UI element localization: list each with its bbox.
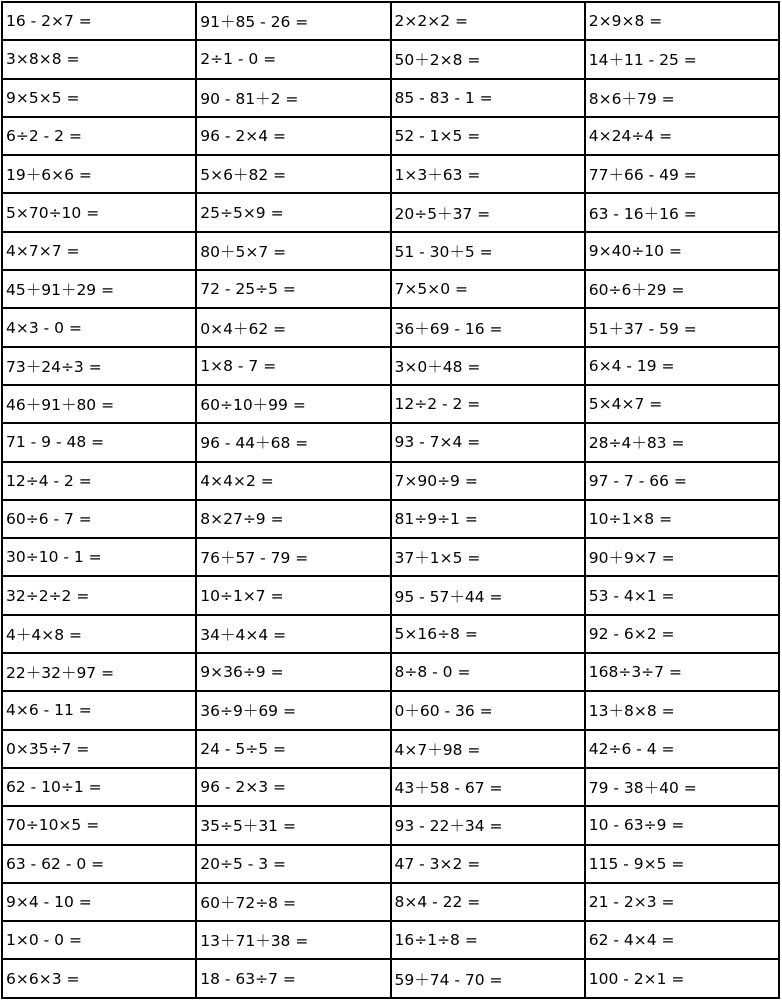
worksheet-row bbox=[2, 193, 779, 231]
problem-cell: 5×16÷8 = bbox=[391, 615, 585, 653]
problem-cell: 100 - 2×1 = bbox=[585, 959, 779, 998]
problem-cell: 4×7＋98 = bbox=[391, 730, 585, 768]
problem-cell: 0×4＋62 = bbox=[196, 308, 390, 346]
problem-cell: 2×9×8 = bbox=[585, 2, 779, 40]
problem-cell: 8×4 - 22 = bbox=[391, 883, 585, 921]
problem-cell: 12÷2 - 2 = bbox=[391, 385, 585, 423]
problem-cell: 9×4 - 10 = bbox=[2, 883, 196, 921]
worksheet-row bbox=[2, 385, 779, 423]
worksheet-row bbox=[2, 615, 779, 653]
problem-cell: 7×5×0 = bbox=[391, 270, 585, 308]
problem-cell: 46＋91＋80 = bbox=[2, 385, 196, 423]
worksheet-row bbox=[2, 308, 779, 346]
problem-cell: 8×27÷9 = bbox=[196, 500, 390, 538]
worksheet-row bbox=[2, 653, 779, 691]
problem-cell: 8×6＋79 = bbox=[585, 79, 779, 117]
problem-cell: 20÷5＋37 = bbox=[391, 193, 585, 231]
problem-cell: 77＋66 - 49 = bbox=[585, 155, 779, 193]
problem-cell: 92 - 6×2 = bbox=[585, 615, 779, 653]
problem-cell: 85 - 83 - 1 = bbox=[391, 79, 585, 117]
problem-cell: 2÷1 - 0 = bbox=[196, 40, 390, 78]
problem-cell: 21 - 2×3 = bbox=[585, 883, 779, 921]
problem-cell: 13＋8×8 = bbox=[585, 691, 779, 729]
problem-cell: 5×6＋82 = bbox=[196, 155, 390, 193]
problem-cell: 4×4×2 = bbox=[196, 462, 390, 500]
problem-cell: 60÷6＋29 = bbox=[585, 270, 779, 308]
problem-cell: 73＋24÷3 = bbox=[2, 347, 196, 385]
worksheet-row bbox=[2, 270, 779, 308]
problem-cell: 3×8×8 = bbox=[2, 40, 196, 78]
worksheet-row bbox=[2, 2, 779, 40]
worksheet-row bbox=[2, 155, 779, 193]
worksheet-row bbox=[2, 959, 779, 998]
problem-cell: 51＋37 - 59 = bbox=[585, 308, 779, 346]
problem-cell: 16 - 2×7 = bbox=[2, 2, 196, 40]
problem-cell: 42÷6 - 4 = bbox=[585, 730, 779, 768]
problem-cell: 93 - 22＋34 = bbox=[391, 806, 585, 844]
problem-cell: 93 - 7×4 = bbox=[391, 423, 585, 461]
problem-cell: 4×7×7 = bbox=[2, 232, 196, 270]
problem-cell: 19＋6×6 = bbox=[2, 155, 196, 193]
problem-cell: 168÷3÷7 = bbox=[585, 653, 779, 691]
problem-cell: 6×6×3 = bbox=[2, 959, 196, 998]
problem-cell: 36÷9＋69 = bbox=[196, 691, 390, 729]
problem-cell: 60÷6 - 7 = bbox=[2, 500, 196, 538]
worksheet-row bbox=[2, 40, 779, 78]
worksheet-row bbox=[2, 500, 779, 538]
problem-cell: 97 - 7 - 66 = bbox=[585, 462, 779, 500]
problem-cell: 10÷1×7 = bbox=[196, 576, 390, 614]
problem-cell: 14＋11 - 25 = bbox=[585, 40, 779, 78]
worksheet-row bbox=[2, 845, 779, 883]
worksheet-row bbox=[2, 117, 779, 155]
worksheet-row bbox=[2, 806, 779, 844]
problem-cell: 0＋60 - 36 = bbox=[391, 691, 585, 729]
problem-cell: 62 - 4×4 = bbox=[585, 921, 779, 959]
problem-cell: 81÷9÷1 = bbox=[391, 500, 585, 538]
problem-cell: 91＋85 - 26 = bbox=[196, 2, 390, 40]
problem-cell: 71 - 9 - 48 = bbox=[2, 423, 196, 461]
problem-cell: 10 - 63÷9 = bbox=[585, 806, 779, 844]
problem-cell: 60＋72÷8 = bbox=[196, 883, 390, 921]
problem-cell: 80＋5×7 = bbox=[196, 232, 390, 270]
problem-cell: 4＋4×8 = bbox=[2, 615, 196, 653]
problem-cell: 1×8 - 7 = bbox=[196, 347, 390, 385]
problem-cell: 90＋9×7 = bbox=[585, 538, 779, 576]
problem-cell: 52 - 1×5 = bbox=[391, 117, 585, 155]
problem-cell: 43＋58 - 67 = bbox=[391, 768, 585, 806]
problem-cell: 70÷10×5 = bbox=[2, 806, 196, 844]
problem-cell: 35÷5＋31 = bbox=[196, 806, 390, 844]
problem-cell: 2×2×2 = bbox=[391, 2, 585, 40]
problem-cell: 13＋71＋38 = bbox=[196, 921, 390, 959]
worksheet-row bbox=[2, 768, 779, 806]
problem-cell: 1×0 - 0 = bbox=[2, 921, 196, 959]
problem-cell: 53 - 4×1 = bbox=[585, 576, 779, 614]
problem-cell: 4×6 - 11 = bbox=[2, 691, 196, 729]
problem-cell: 28÷4＋83 = bbox=[585, 423, 779, 461]
problem-cell: 18 - 63÷7 = bbox=[196, 959, 390, 998]
problem-cell: 76＋57 - 79 = bbox=[196, 538, 390, 576]
problem-cell: 95 - 57＋44 = bbox=[391, 576, 585, 614]
problem-cell: 8÷8 - 0 = bbox=[391, 653, 585, 691]
problem-cell: 90 - 81＋2 = bbox=[196, 79, 390, 117]
problem-cell: 45＋91＋29 = bbox=[2, 270, 196, 308]
worksheet-row bbox=[2, 538, 779, 576]
problem-cell: 3×0＋48 = bbox=[391, 347, 585, 385]
problem-cell: 6÷2 - 2 = bbox=[2, 117, 196, 155]
worksheet-row bbox=[2, 347, 779, 385]
problem-cell: 20÷5 - 3 = bbox=[196, 845, 390, 883]
problem-cell: 25÷5×9 = bbox=[196, 193, 390, 231]
problem-cell: 5×70÷10 = bbox=[2, 193, 196, 231]
worksheet-body bbox=[2, 2, 779, 998]
arithmetic-worksheet-table bbox=[1, 1, 780, 999]
problem-cell: 37＋1×5 = bbox=[391, 538, 585, 576]
worksheet-row bbox=[2, 423, 779, 461]
problem-cell: 1×3＋63 = bbox=[391, 155, 585, 193]
problem-cell: 96 - 2×3 = bbox=[196, 768, 390, 806]
worksheet-row bbox=[2, 576, 779, 614]
problem-cell: 9×36÷9 = bbox=[196, 653, 390, 691]
problem-cell: 7×90÷9 = bbox=[391, 462, 585, 500]
problem-cell: 10÷1×8 = bbox=[585, 500, 779, 538]
problem-cell: 96 - 2×4 = bbox=[196, 117, 390, 155]
problem-cell: 9×5×5 = bbox=[2, 79, 196, 117]
worksheet-row bbox=[2, 730, 779, 768]
problem-cell: 60÷10＋99 = bbox=[196, 385, 390, 423]
problem-cell: 4×3 - 0 = bbox=[2, 308, 196, 346]
worksheet-row bbox=[2, 691, 779, 729]
problem-cell: 115 - 9×5 = bbox=[585, 845, 779, 883]
problem-cell: 4×24÷4 = bbox=[585, 117, 779, 155]
problem-cell: 16÷1÷8 = bbox=[391, 921, 585, 959]
worksheet-row bbox=[2, 232, 779, 270]
problem-cell: 24 - 5÷5 = bbox=[196, 730, 390, 768]
problem-cell: 72 - 25÷5 = bbox=[196, 270, 390, 308]
worksheet-row bbox=[2, 883, 779, 921]
problem-cell: 47 - 3×2 = bbox=[391, 845, 585, 883]
problem-cell: 59＋74 - 70 = bbox=[391, 959, 585, 998]
problem-cell: 6×4 - 19 = bbox=[585, 347, 779, 385]
problem-cell: 30÷10 - 1 = bbox=[2, 538, 196, 576]
problem-cell: 34＋4×4 = bbox=[196, 615, 390, 653]
problem-cell: 32÷2÷2 = bbox=[2, 576, 196, 614]
problem-cell: 12÷4 - 2 = bbox=[2, 462, 196, 500]
problem-cell: 96 - 44＋68 = bbox=[196, 423, 390, 461]
problem-cell: 36＋69 - 16 = bbox=[391, 308, 585, 346]
problem-cell: 50＋2×8 = bbox=[391, 40, 585, 78]
problem-cell: 63 - 62 - 0 = bbox=[2, 845, 196, 883]
problem-cell: 22＋32＋97 = bbox=[2, 653, 196, 691]
problem-cell: 0×35÷7 = bbox=[2, 730, 196, 768]
worksheet-row bbox=[2, 921, 779, 959]
problem-cell: 63 - 16＋16 = bbox=[585, 193, 779, 231]
problem-cell: 62 - 10÷1 = bbox=[2, 768, 196, 806]
problem-cell: 79 - 38＋40 = bbox=[585, 768, 779, 806]
problem-cell: 51 - 30＋5 = bbox=[391, 232, 585, 270]
problem-cell: 9×40÷10 = bbox=[585, 232, 779, 270]
problem-cell: 5×4×7 = bbox=[585, 385, 779, 423]
worksheet-row bbox=[2, 462, 779, 500]
worksheet-row bbox=[2, 79, 779, 117]
